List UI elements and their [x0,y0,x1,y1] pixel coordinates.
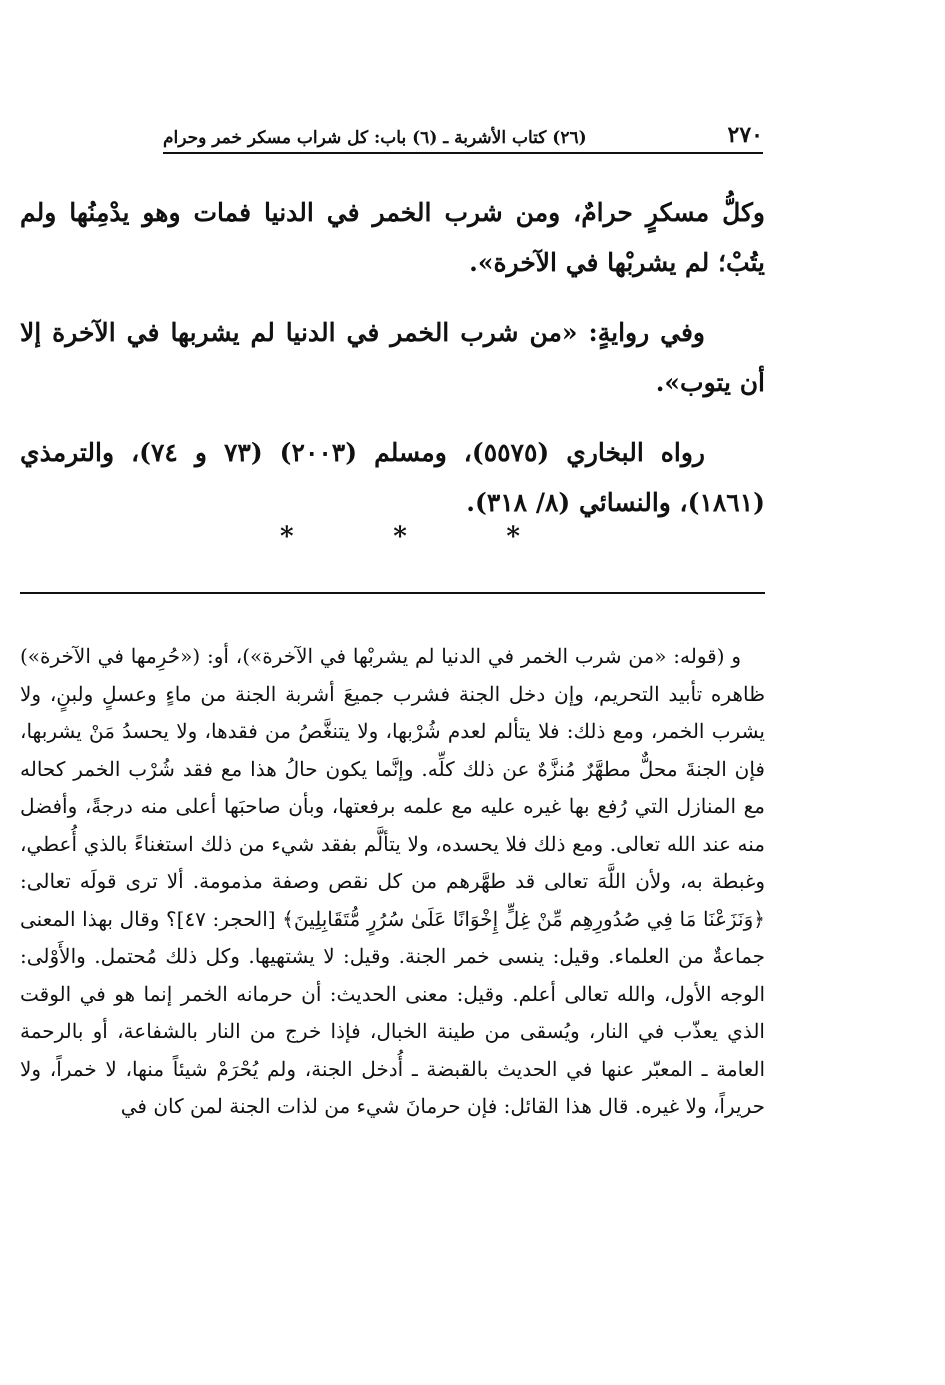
star-icon: * [280,522,294,552]
hadith-paragraph: وكلُّ مسكرٍ حرامٌ، ومن شرب الخمر في الدنيا فمات وهو يدْمِنُها ولم يتُبْ؛ لم يشربْها في الآخرة». [20,198,765,277]
running-header [163,118,763,154]
commentary-paragraph: و (قوله: «من شرب الخمر في الدنيا لم يشربْها في الآخرة»)، أو: («حُرِمها في الآخرة») ظاهره تأبيد التحريم، وإن دخل الجنة فشرب جميعَ أشربة الجنة من ماءٍ وعسلٍ ولبنٍ، ولا يشرب الخمر، ومع ذلك: فلا يتألم لعدم شُرْبها، ولا يتنغَّصُ من فقدها، ولا يحسدُ مَنْ يشربها، فإن الجنةَ محلٌّ مطهَّرٌ مُنزَّهٌ عن ذلك كلِّه. وإنَّما يكون حالُ هذا مع فقد شُرْب الخمر كحاله مع المنازل التي رُفع بها غيره عليه مع علمه برفعتها، وبأن صاحبَها أعلى منه درجةً، وأفضل منه عند الله تعالى. ومع ذلك فلا يحسده، ولا يتألَّم بفقد شيء من ذلك استغناءً بالذي أُعطي، وغبطة به، ولأن اللَّهَ تعالى قد طهَّرهم من كل نقص وصفة مذمومة. ألا ترى قولَه تعالى: ﴿وَنَزَعْنَا مَا فِي صُدُورِهِم مِّنْ غِلٍّ إِخْوَانًا عَلَىٰ سُرُرٍ مُّتَقَابِلِينَ﴾ [الحجر: ٤٧]؟ وقال بهذا المعنى جماعةٌ من العلماء. وقيل: ينسى خمر الجنة. وقيل: لا يشتهيها. وكل ذلك مُحتمل. والأَوْلى: الوجه الأول، والله تعالى أعلم. وقيل: معنى الحديث: أن حرمانه الخمر إنما هو في الوقت الذي يعذّب في النار، ويُسقى من طينة الخبال، فإذا خرج من النار بالشفاعة، أو بالرحمة العامة ـ المعبّر عنها في الحديث بالقبضة ـ أُدخل الجنة، ولم يُحْرَمْ شيئاً منها، لا خمراً، ولا حريراً، ولا غيره. قال هذا القائل: فإن حرمانَ شيء من لذات الجنة لمن كان في [20,644,765,1118]
hadith-text [20,188,765,548]
citation-paragraph: رواه البخاري (٥٥٧٥)، ومسلم (٢٠٠٣) (٧٣ و ٧٤)، والترمذي (١٨٦١)، والنسائي (٨/ ٣١٨). [20,438,765,517]
star-icon: * [506,522,520,552]
commentary-footnote [20,638,765,1126]
hadith-paragraph: وفي روايةٍ: «من شرب الخمر في الدنيا لم يشربها في الآخرة إلا أن يتوب». [20,318,765,397]
chapter-title: (٢٦) كتاب الأشربة ـ (٦) باب: كل شراب مسكر خمر وحرام [163,128,587,148]
star-icon: * [393,522,407,552]
page-number: ٢٧٠ [727,122,763,148]
footnote-divider [20,592,765,594]
section-separator [280,522,520,552]
